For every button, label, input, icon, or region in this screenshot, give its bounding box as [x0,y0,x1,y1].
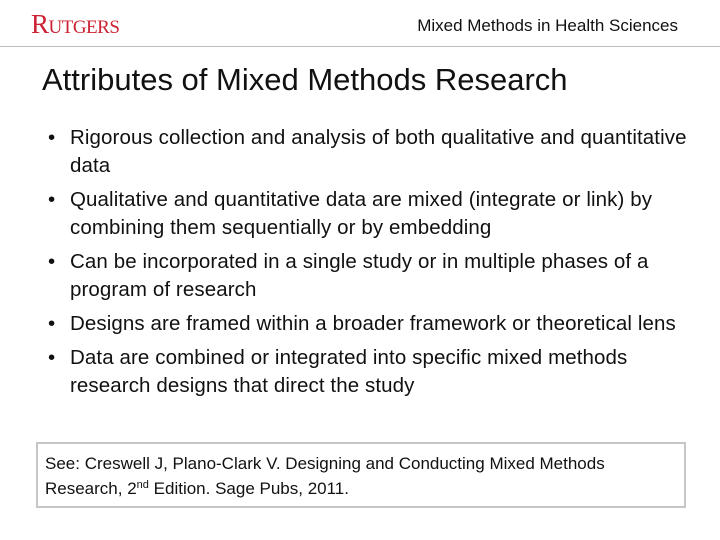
bullet-item [48,124,688,180]
bullet-dot: • [48,250,56,273]
bullet-dot: • [48,188,56,211]
reference-text-end: Edition. Sage Pubs, 2011. [148,479,349,498]
bullet-item [48,344,688,400]
bullet-dot: • [48,312,56,335]
bullet-dot: • [48,346,56,369]
bullet-item [48,186,688,242]
reference-superscript: nd [136,479,149,491]
bullet-item [48,310,688,338]
bullet-list [48,124,688,406]
bullet-text: Can be incorporated in a single study or in multiple phases of a program of research [70,250,649,301]
bullet-item [48,248,688,304]
rutgers-logo: Rutgers [31,9,120,39]
bullet-text: Rigorous collection and analysis of both qualitative and quantitative data [70,126,687,177]
bullet-text: Designs are framed within a broader framework or theoretical lens [70,312,676,335]
header-divider [0,46,720,47]
slide-title: Attributes of Mixed Methods Research [42,62,568,97]
bullet-text: Data are combined or integrated into specific mixed methods research designs that direct the study [70,346,628,397]
bullet-dot: • [48,126,56,149]
bullet-text: Qualitative and quantitative data are mixed (integrate or link) by combining them sequentially or by embedding [70,188,653,239]
reference-box [36,442,686,508]
course-title: Mixed Methods in Health Sciences [417,16,678,35]
reference-text: See: Creswell J, Plano-Clark V. Designing and Conducting Mixed Methods Research, 2 [45,454,605,498]
